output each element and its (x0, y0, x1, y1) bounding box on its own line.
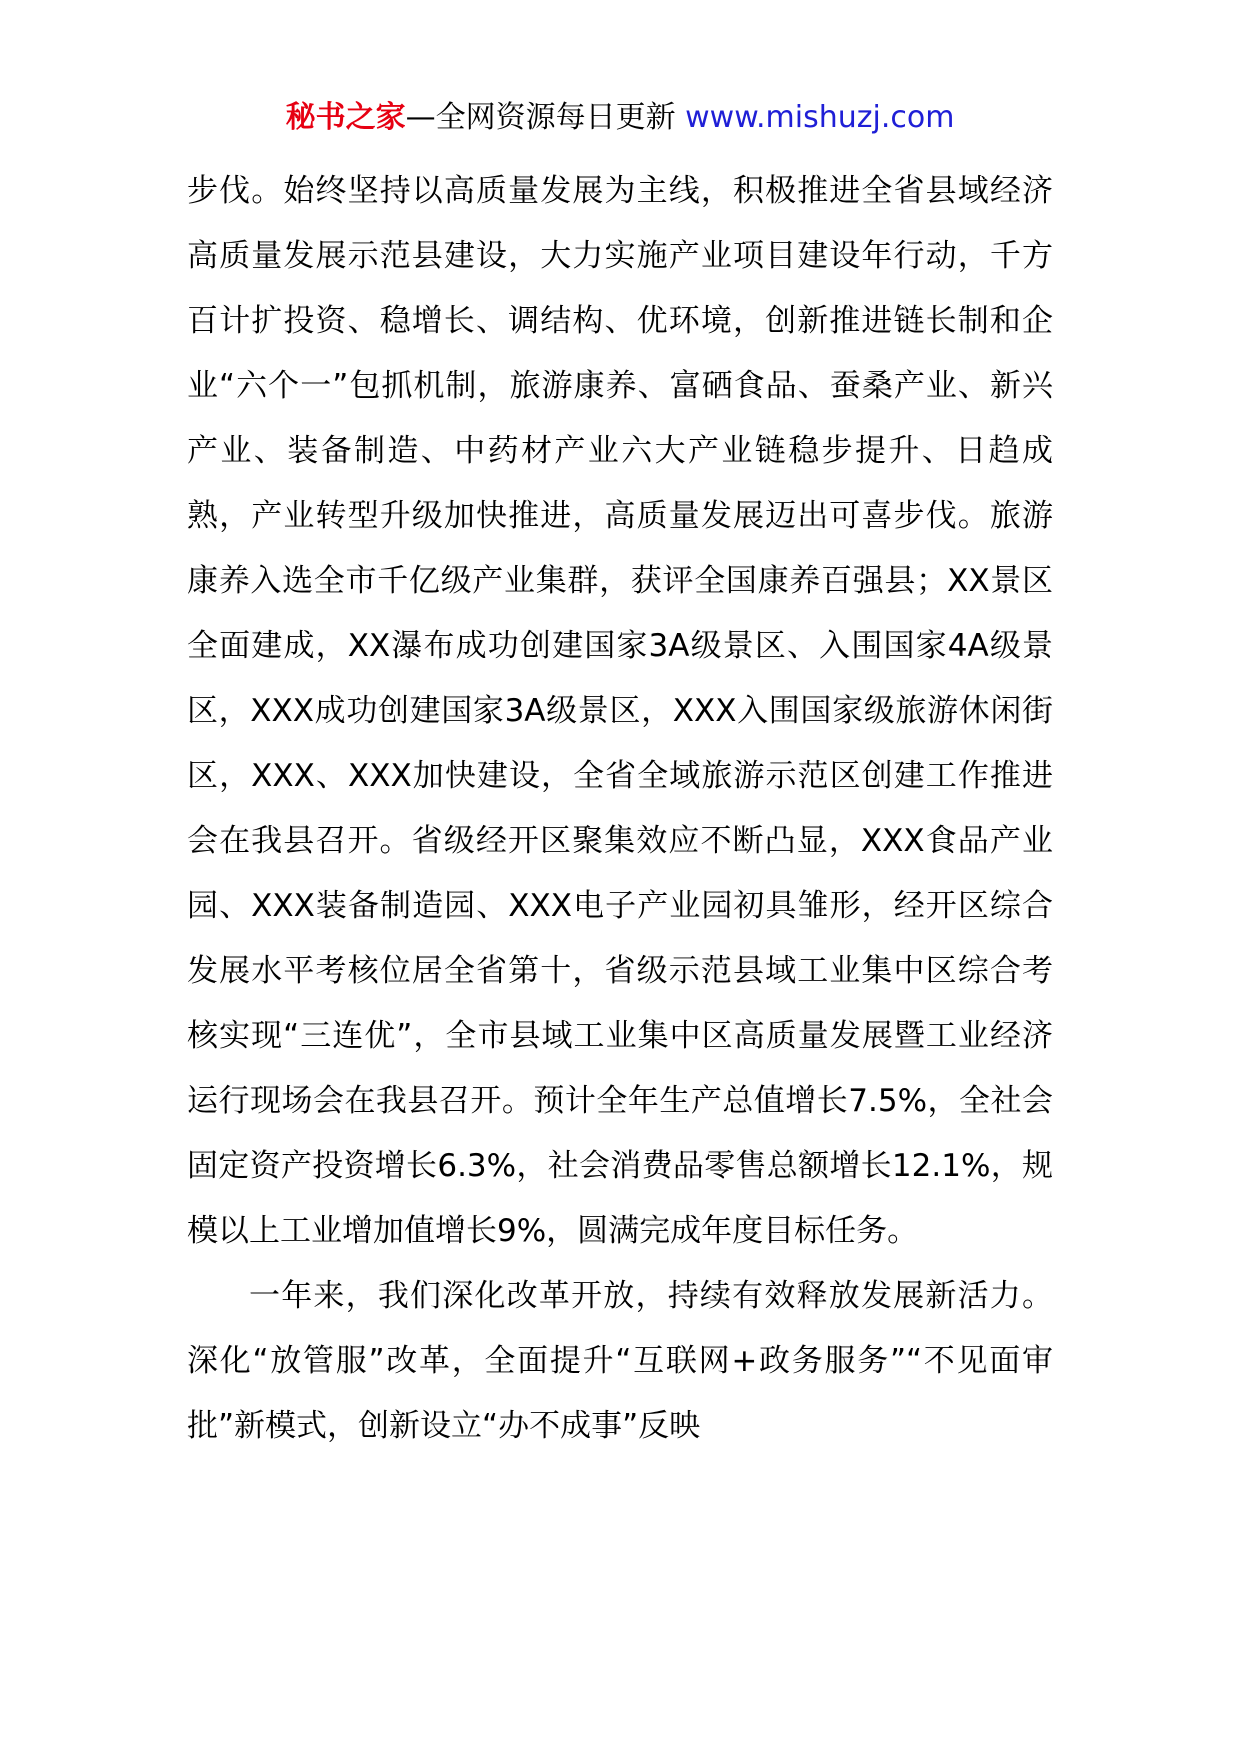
paragraph-2: 一年来，我们深化改革开放，持续有效释放发展新活力。深化“放管服”改革，全面提升“互联网+政务服务”“不见面审批”新模式，创新设立“办不成事”反映 (187, 1278, 1053, 1444)
document-body (187, 159, 1053, 1459)
brand-name: 秘书之家 (285, 100, 406, 135)
page-header (0, 98, 1240, 138)
paragraph-1: 步伐。始终坚持以高质量发展为主线，积极推进全省县域经济高质量发展示范县建设，大力实施产业项目建设年行动，千方百计扩投资、稳增长、调结构、优环境，创新推进链长制和企业“六个一”包抓机制，旅游康养、富硒食品、蚕桑产业、新兴产业、装备制造、中药材产业六大产业链稳步提升、日趋成熟，产业转型升级加快推进，高质量发展迈出可喜步伐。旅游康养入选全市千亿级产业集群，获评全国康养百强县；XX景区全面建成，XX瀑布成功创建国家3A级景区、入围国家4A级景区，XXX成功创建国家3A级景区，XXX入围国家级旅游休闲街区，XXX、XXX加快建设，全省全域旅游示范区创建工作推进会在我县召开。省级经开区聚集效应不断凸显，XXX食品产业园、XXX装备制造园、XXX电子产业园初具雏形，经开区综合发展水平考核位居全省第十，省级示范县域工业集中区综合考核实现“三连优”，全市县域工业集中区高质量发展暨工业经济运行现场会在我县召开。预计全年生产总值增长7.5%，全社会固定资产投资增长6.3%，社会消费品零售总额增长12.1%，规模以上工业增加值增长9%，圆满完成年度目标任务。 (187, 173, 1053, 1249)
website-link[interactable]: www.mishuzj.com (685, 100, 955, 135)
header-slogan: —全网资源每日更新 (405, 100, 676, 135)
